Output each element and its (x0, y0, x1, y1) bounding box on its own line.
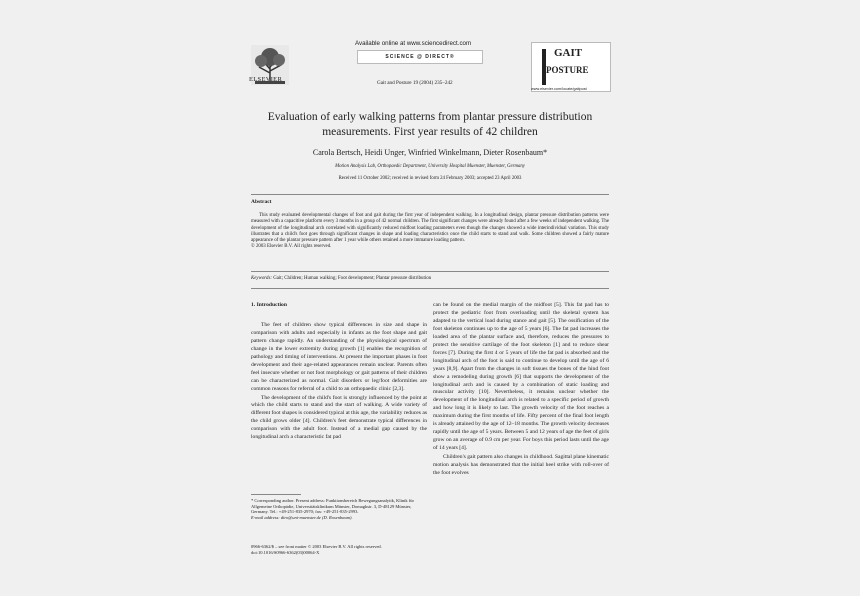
abstract-text: This study evaluated developmental changes of foot and gait during the first year of independent walking. In a longitudinal design, plantar pressure distribution patterns were measured with a capacitive platform every 3 months in a group of 42 normal children. The first significant changes were already found after a few weeks of independent walking. The development of the longitudinal arch correlated with significantly reduced midfoot loading parameters even though the changes showed a wide interindividual variation. This study illustrates that a child's foot goes through significant changes in shape and loading characteristics once the child starts to stand and walk. Some children showed a fairly mature appearance of the plantar pressure pattern after 1 year while others retained a more immature loading pattern. (251, 213, 609, 244)
keywords-text: Gait; Children; Human walking; Foot development; Plantar pressure distribution (273, 276, 432, 281)
footnote-rule (251, 494, 301, 495)
right-column (433, 302, 609, 478)
front-matter-line: 0966-6362/$ – see front matter © 2003 Elsevier B.V. All rights reserved. (251, 544, 382, 549)
received-dates: Received 11 October 2002; received in revised form 24 February 2003; accepted 23 April 2003 (338, 176, 522, 181)
intro-paragraph-3: can be found on the medial margin of the midfoot [5]. This fat pad has to protect the pediatric foot from overloading until the skeletal system has adapted to the vertical load during stance and gait [5]. The ossification of the foot skeleton continues up to the age of 5 years [6]. The fat pad increases the loaded area of the plantar surface and, therefore, reduces the pressures to protect the sensitive cartilage of the foot skeleton [1] and to reduce shear forces [7]. During the first 4 or 5 years of life the fat pad is absorbed and the longitudinal arch of the foot is said to continue to develop until the age of 6 years [8,9]. Apart from the changes in soft tissues the bones of the hind foot show a remodeling during growth [6] that supports the development of the longitudinal arch and is caused by a combination of static loading and muscular activity [10]. Nevertheless, it remains unclear whether the development of the longitudinal arch is related to a specific period of growth and how long it is likely to last. The growth velocity of the foot reaches a maximum during the first months of life. Fifty percent of the final foot length is already attained by the age of 12–18 months. The growth velocity decreases rapidly until the age of 5 years. Between 5 and 12 years of age the feet of girls grow on an average of 0.9 cm per year. For boys this period lasts until the age of 14 years [4]. (433, 302, 609, 452)
keywords-label: Keywords: (251, 276, 273, 281)
abstract-top-rule (251, 194, 609, 195)
abstract-divider (251, 271, 609, 272)
journal-reference: Gait and Posture 19 (2004) 235–242 (377, 80, 453, 86)
footnote (251, 498, 427, 520)
abstract-heading: Abstract (251, 199, 272, 205)
article-authors: Carola Bertsch, Heidi Unger, Winfried Winkelmann, Dieter Rosenbaum* (312, 148, 548, 157)
doi-line: doi:10.1016/S0966-6362(03)00064-X (251, 549, 320, 555)
journal-logo-line2: POSTURE (546, 65, 589, 75)
available-online-text: Available online at www.sciencedirect.com (355, 40, 472, 47)
corresponding-author-note: * Corresponding author. Present address: Funktionsbereich Bewegungsanalytik, Klinik für Allgemeine Orthopädie, Universitätsklinikum Münster, Domagkstr. 3, D-48129 Münster, Germany. Tel.: +49-251-835-2970; fax: +49-251-835-2993. (251, 498, 414, 515)
intro-paragraph-2: The development of the child's foot is strongly influenced by the point at which the child starts to stand and the start of walking. A wide variety of different foot shapes is considered typical at this age, the variability reduces as the child grows older [4]. Children's feet demonstrate typical differences in comparison with the adult foot. Instead of a medial gap caused by the longitudinal arch a characteristic fat pad (251, 394, 427, 441)
paper-page (245, 36, 615, 576)
intro-paragraph-4: Children's gait pattern also changes in childhood. Sagittal plane kinematic motion analysis has demonstrated that the initial heel strike with roll-over of the foot evolves (433, 454, 609, 477)
intro-paragraph-1: The feet of children show typical differences in size and shape in comparison with adults and especially in infants as the foot shape and gait pattern change rapidly. An understanding of the physiological spectrum of change in the lower extremity during growth [1] enables the recognition of pathology and timing of interventions. At present the important phases in foot development and their age-related appearances remain unclear. Parents often feel insecure whether or not foot morphology or gait patterns of their children can be characterized as normal. Gait disorders or leg/foot deformities are common reasons for referral of a child to an orthopaedic clinic [2,3]. (251, 321, 427, 392)
sciencedirect-logo: SCIENCE @ DIRECT® (357, 50, 483, 64)
publisher-name: ELSEVIER (249, 76, 283, 83)
gait-posture-logo (531, 42, 611, 92)
email-note: E-mail address: diro@uni-muenster.de (D. Rosenbaum). (251, 514, 353, 520)
keywords-line (251, 276, 609, 281)
keywords-bottom-rule (251, 288, 609, 289)
abstract-body (251, 213, 609, 251)
section-heading: 1. Introduction (251, 302, 287, 308)
abstract-copyright: © 2003 Elsevier B.V. All rights reserved. (251, 244, 332, 250)
article-title: Evaluation of early walking patterns from plantar pressure distribution measurements. First year results of 42 children (267, 111, 593, 138)
journal-logo-line1: GAIT (554, 47, 583, 59)
front-matter (251, 544, 427, 555)
left-column (251, 302, 427, 442)
author-affiliation: Motion Analysis Lab, Orthopaedic Department, University Hospital Muenster, Muenster, Germany (335, 164, 525, 169)
journal-url: www.elsevier.com/locate/gaitpost (531, 87, 587, 91)
